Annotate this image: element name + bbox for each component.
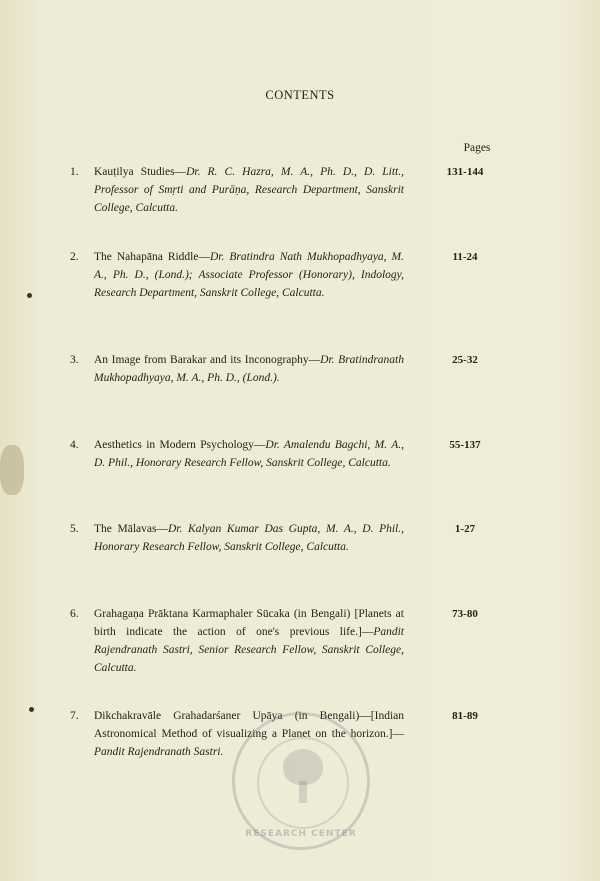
entry-author: Dr. Bratindra Nath Mukhopadhyaya, M. A., Ph. D., (Lond.); Associate Professor (Honorary), Indology, Research Department, Sanskrit College, Calcutta. <box>94 251 404 299</box>
entry-number: 5. <box>70 523 79 535</box>
entry-number: 4. <box>70 439 79 451</box>
entry-author: Pandit Rajendranath Sastri, Senior Research Fellow, Sanskrit College, Calcutta. <box>94 626 404 674</box>
entry-pages: 11-24 <box>452 251 478 263</box>
entry-text <box>94 436 404 472</box>
entry-pages: 55-137 <box>449 439 481 451</box>
entry-pages: 1-27 <box>454 523 476 535</box>
entry-title: An Image from Barakar and its Inconography— <box>94 354 321 366</box>
entry-title: The Nahapāna Riddle— <box>94 251 210 263</box>
entry-author: Dr. Bratindranath Mukhopadhyaya, M. A., Ph. D., (Lond.). <box>94 354 404 384</box>
pages-column-header: Pages <box>463 142 491 154</box>
page-stain <box>0 445 24 495</box>
tree-trunk <box>299 781 307 803</box>
entry-author: Pandit Rajendranath Sastri. <box>94 746 224 758</box>
entry-number: 6. <box>70 608 79 620</box>
entry-author: Dr. Kalyan Kumar Das Gupta, M. A., D. Phil., Honorary Research Fellow, Sanskrit College, Calcutta. <box>94 523 405 553</box>
entry-text <box>94 351 404 387</box>
entry-title: Dikchakravāle Grahadarśaner Upāya (in Bengali)—[Indian Astronomical Method of visualizing a Planet on the horizon.]— <box>94 710 404 740</box>
entry-text <box>94 163 404 217</box>
library-stamp <box>232 712 370 850</box>
entry-text <box>94 248 404 302</box>
entry-author: Dr. R. C. Hazra, M. A., Ph. D., D. Litt., Professor of Smṛti and Purāṇa, Research Department, Sanskrit College, Calcutta. <box>94 166 404 214</box>
binding-hole <box>27 293 32 298</box>
entry-text <box>94 520 404 556</box>
entry-title: Aesthetics in Modern Psychology— <box>94 439 266 451</box>
entry-number: 1. <box>70 166 79 178</box>
entry-title: Grahagaṇa Prāktana Karmaphaler Sūcaka (in Bengali) [Planets at birth indicate the action of one's previous life.]— <box>94 608 404 638</box>
entry-author: Dr. Amalendu Bagchi, M. A., D. Phil., Honorary Research Fellow, Sanskrit College, Calcutta. <box>94 439 404 469</box>
entry-title: Kauṭilya Studies— <box>94 166 187 178</box>
entry-number: 7. <box>70 710 79 722</box>
entry-pages: 131-144 <box>446 166 484 178</box>
entry-text <box>94 605 404 677</box>
page-title: CONTENTS <box>265 88 335 102</box>
entry-title: The Mālavas— <box>94 523 168 535</box>
entry-number: 2. <box>70 251 79 263</box>
stamp-text: RESEARCH CENTER <box>245 829 357 839</box>
entry-pages: 81-89 <box>452 710 478 722</box>
tree-icon <box>283 749 323 785</box>
entry-number: 3. <box>70 354 79 366</box>
binding-hole <box>29 707 34 712</box>
entry-pages: 73-80 <box>452 608 478 620</box>
entry-pages: 25-32 <box>452 354 478 366</box>
